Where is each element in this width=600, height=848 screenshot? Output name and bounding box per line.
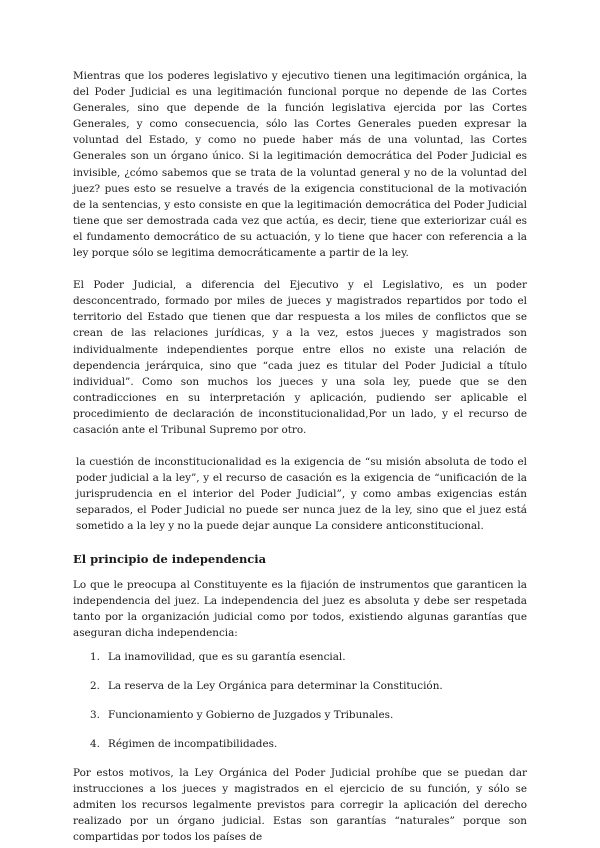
list-item-number: 3.	[90, 708, 100, 721]
list-item-number: 4.	[90, 737, 100, 750]
paragraph-poder-desconcentrado: El Poder Judicial, a diferencia del Ejecutivo y el Legislativo, es un poder desconcentrado, formado por miles de jueces y magistrados repartidos por todo el territorio del Estado que tienen que dar respuesta a los miles de conflictos que se crean de las relaciones jurídicas, y a la vez, estos jueces y magistrados son individualmente independientes porque entre ellos no existe una relación de dependencia jerárquica, sino que “cada juez es titular del Poder Judicial a título individual”. Como son muchos los jueces y una sola ley, puede que se den contradicciones en su interpretación y aplicación, pudiendo ser aplicable el procedimiento de declaración de inconstitucionalidad,Por un lado, y el recurso de casación ante el Tribunal Supremo por otro.	[73, 279, 527, 436]
paragraph-legitimacion: Mientras que los poderes legislativo y ejecutivo tienen una legitimación orgánica, la del Poder Judicial es una legitimación funcional porque no depende de las Cortes Generales, sino que depende de la función legislativa ejercida por las Cortes Generales, y como consecuencia, sólo las Cortes Generales pueden expresar la voluntad del Estado, y como no puede haber más de una voluntad, las Cortes Generales son un órgano único. Si la legitimación democrática del Poder Judicial es invisible, ¿cómo sabemos que se trata de la voluntad general y no de la voluntad del juez? pues esto se resuelve a través de la exigencia constitucional de la motivación de la sentencias, y esto consiste en que la legitimación democrática del Poder Judicial tiene que ser demostrada cada vez que actúa, es decir, tiene que exteriorizar cuál es el fundamento democrático de su actuación, y lo tiene que hacer con referencia a la ley porque sólo se legitima democráticamente a partir de la ley.	[73, 70, 527, 260]
section-heading: El principio de independencia	[73, 551, 267, 566]
list-item-text: La reserva de la Ley Orgánica para determinar la Constitución.	[108, 679, 443, 692]
list-item	[90, 736, 527, 752]
list-item-text: La inamovilidad, que es su garantía esencial.	[108, 650, 346, 663]
list-item	[90, 649, 527, 665]
list-item	[90, 678, 527, 694]
list-item-text: Funcionamiento y Gobierno de Juzgados y Tribunales.	[108, 708, 394, 721]
list-item	[90, 707, 527, 723]
paragraph-independencia-intro: Lo que le preocupa al Constituyente es la fijación de instrumentos que garanticen la independencia del juez. La independencia del juez es absoluta y debe ser respetada tanto por la organización judicial como por todos, existiendo algunas garantías que aseguran dicha independencia:	[73, 578, 527, 639]
paragraph-garantias-naturales: Por estos motivos, la Ley Orgánica del Poder Judicial prohíbe que se puedan dar instrucciones a los jueces y magistrados en el ejercicio de su función, y sólo se admiten los recursos legalmente previstos para corregir la aplicación del derecho realizado por un órgano judicial. Estas son garantías “naturales” porque son compartidas por todos los países de	[73, 766, 527, 844]
list-item-number: 2.	[90, 679, 100, 692]
guarantees-list	[73, 649, 527, 752]
list-item-text: Régimen de incompatibilidades.	[108, 737, 278, 750]
list-item-number: 1.	[90, 650, 100, 663]
paragraph-cuestion-inconstitucionalidad: la cuestión de inconstitucionalidad es la exigencia de “su misión absoluta de todo el poder judicial a la ley”, y el recurso de casación es la exigencia de “unificación de la jurisprudencia en el interior del Poder Judicial”, y como ambas exigencias están separados, el Poder Judicial no puede ser nunca juez de la ley, sino que el juez está sometido a la ley y no la puede dejar aunque La considere anticonstitucional.	[76, 456, 527, 533]
document-page	[73, 68, 527, 845]
